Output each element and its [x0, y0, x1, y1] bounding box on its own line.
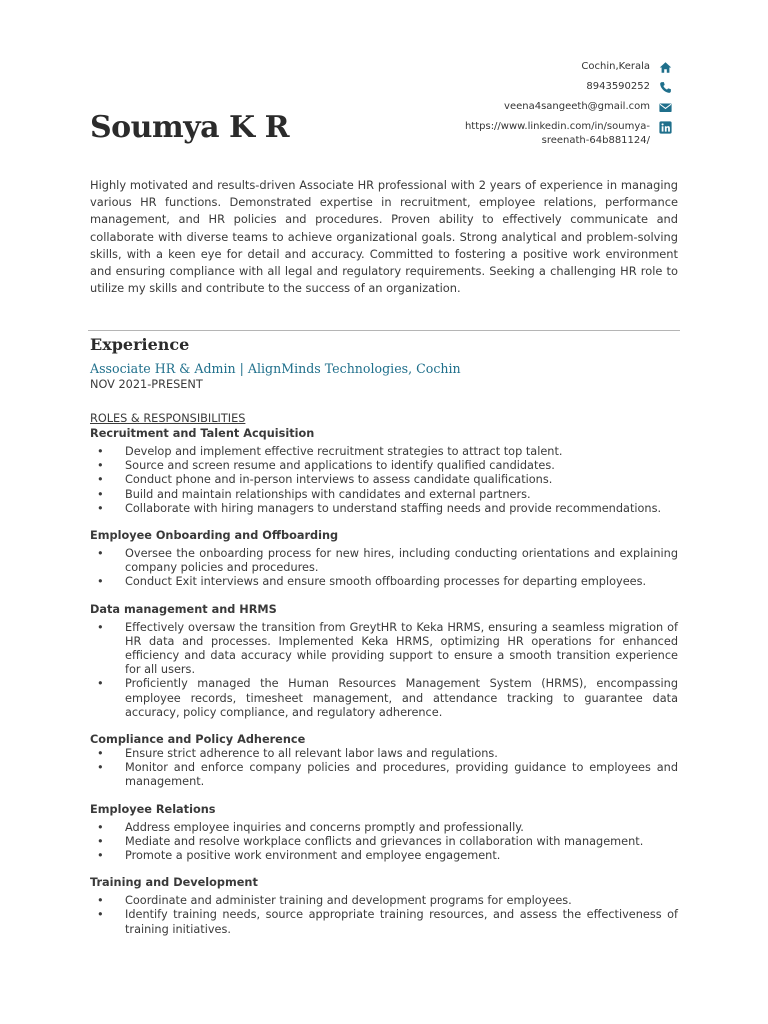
responsibility-group-recruitment [90, 426, 678, 516]
list-item: • Mediate and resolve workplace conflicts and grievances in collaboration with management. [90, 835, 678, 849]
linkedin-text[interactable]: https://www.linkedin.com/in/soumya-sreenath-64b881124/ [464, 121, 650, 146]
email-icon [659, 101, 672, 114]
responsibility-group-hrms [90, 602, 678, 720]
contact-block [460, 60, 672, 154]
list-item: • Source and screen resume and applications to identify qualified candidates. [90, 459, 678, 473]
experience-heading: Experience [90, 335, 190, 354]
responsibility-group-employee-relations [90, 802, 678, 864]
group-heading: Training and Development [90, 876, 258, 890]
candidate-name: Soumya K R [90, 110, 289, 145]
group-heading: Recruitment and Talent Acquisition [90, 427, 315, 440]
group-heading: Employee Relations [90, 802, 216, 816]
group-heading: Employee Onboarding and Offboarding [90, 529, 339, 543]
home-icon [659, 61, 672, 74]
contact-location [460, 60, 672, 74]
list-item: • Effectively oversaw the transition from GreytHR to Keka HRMS, ensuring a seamless migration of HR data and processes. Implemented Keka HRMS, optimizing HR operations for enhanced efficiency and data accuracy while providing support to ensure a smooth transition experience for all users. [90, 621, 678, 678]
list-item: • Address employee inquiries and concerns promptly and professionally. [90, 821, 678, 835]
bullet-list [90, 445, 678, 516]
contact-phone [460, 80, 672, 94]
roles-heading: ROLES & RESPONSIBILITIES [90, 412, 246, 425]
job-title: Associate HR & Admin | AlignMinds Technologies, Cochin [90, 361, 461, 376]
list-item: • Monitor and enforce company policies and procedures, providing guidance to employees and management. [90, 761, 678, 789]
phone-text: 8943590252 [586, 81, 650, 92]
list-item: • Build and maintain relationships with candidates and external partners. [90, 488, 678, 502]
section-divider [88, 330, 680, 331]
list-item: • Promote a positive work environment and employee engagement. [90, 849, 678, 863]
bullet-list [90, 821, 678, 864]
list-item: • Proficiently managed the Human Resources Management System (HRMS), encompassing employee records, timesheet management, and attendance tracking to guarantee data accuracy, policy compliance, and regulatory adherence. [90, 677, 678, 720]
contact-email [460, 100, 672, 114]
job-dates: NOV 2021-PRESENT [90, 378, 203, 391]
group-heading: Compliance and Policy Adherence [90, 733, 306, 747]
list-item: • Develop and implement effective recruitment strategies to attract top talent. [90, 445, 678, 459]
responsibility-group-compliance [90, 732, 678, 790]
list-item: • Identify training needs, source appropriate training resources, and assess the effectiveness of training initiatives. [90, 908, 678, 936]
list-item: • Collaborate with hiring managers to understand staffing needs and provide recommendations. [90, 502, 678, 516]
bullet-list [90, 894, 678, 937]
list-item: • Oversee the onboarding process for new hires, including conducting orientations and explaining company policies and procedures. [90, 547, 678, 575]
bullet-list [90, 621, 678, 720]
responsibility-group-training [90, 875, 678, 937]
bullet-list [90, 547, 678, 590]
group-heading: Data management and HRMS [90, 602, 277, 616]
phone-icon [659, 81, 672, 94]
list-item: • Ensure strict adherence to all relevant labor laws and regulations. [90, 747, 678, 761]
location-text: Cochin,Kerala [581, 61, 650, 72]
experience-section [90, 335, 678, 937]
list-item: • Conduct Exit interviews and ensure smooth offboarding processes for departing employees. [90, 575, 678, 589]
professional-summary: Highly motivated and results-driven Associate HR professional with 2 years of experience in managing various HR functions. Demonstrated expertise in recruitment, employee relations, performance management, and HR policies and procedures. Proven ability to effectively communicate and collaborate with diverse teams to achieve organizational goals. Strong analytical and problem-solving skills, with a keen eye for detail and accuracy. Committed to fostering a positive work environment and ensuring compliance with all legal and regulatory requirements. Seeking a challenging HR role to utilize my skills and contribute to the success of an organization. [90, 178, 678, 296]
linkedin-icon [659, 121, 672, 134]
responsibility-group-onboarding [90, 528, 678, 590]
email-text[interactable]: veena4sangeeth@gmail.com [504, 101, 650, 112]
bullet-list [90, 747, 678, 790]
contact-linkedin [460, 120, 672, 148]
list-item: • Coordinate and administer training and development programs for employees. [90, 894, 678, 908]
list-item: • Conduct phone and in-person interviews to assess candidate qualifications. [90, 473, 678, 487]
